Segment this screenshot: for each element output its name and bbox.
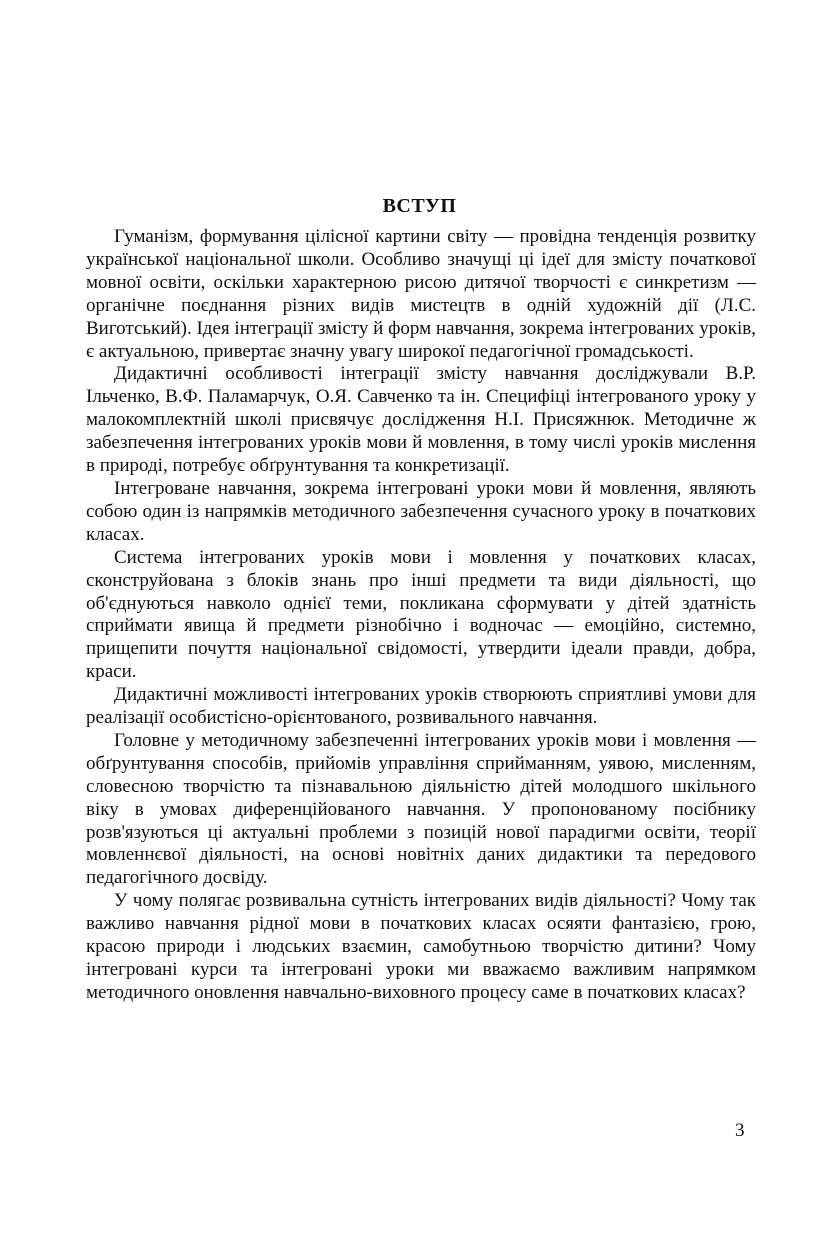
paragraph-6: Головне у методичному забезпеченні інтегрованих уроків мови і мовлення — обґрунтування способів, прийомів управління сприйманням, уявою, мисленням, словесною творчістю та пізнавальною діяльністю дітей молодшого шкільного віку в умовах диференційованого навчання. У пропонованому посібнику розв'язуються ці актуальні проблеми з позицій нової парадигми освіти, теорії мовленнєвої діяльності, на основі новітніх даних дидактики та передового педагогічного досвіду. bbox=[86, 729, 756, 889]
paragraph-4: Система інтегрованих уроків мови і мовлення у початкових класах, сконструйована з блоків знань про інші предмети та види діяльності, що об'єднуються навколо однієї теми, покликана сформувати у дітей здатність сприймати явища й предмети різнобічно і водночас — емоційно, системно, прищепити почуття національної свідомості, утвердити ідеали правди, добра, краси. bbox=[86, 546, 756, 683]
page-number: 3 bbox=[735, 1120, 745, 1141]
paragraph-3: Інтегроване навчання, зокрема інтегровані уроки мови й мовлення, являють собою один із напрямків методичного забезпечення сучасного уроку в початкових класах. bbox=[86, 477, 756, 545]
page-title: ВСТУП bbox=[382, 195, 457, 217]
paragraph-5: Дидактичні можливості інтегрованих уроків створюють сприятливі умови для реалізації особистісно-орієнтованого, розвивального навчання. bbox=[86, 684, 756, 729]
paragraph-2: Дидактичні особливості інтеграції змісту навчання досліджували В.Р. Ільченко, В.Ф. Паламарчук, О.Я. Савченко та ін. Специфіці інтегрованого уроку у малокомплектній школі присвячує дослідження Н.І. Присяжнюк. Методичне ж забезпечення інтегрованих уроків мови й мовлення, в тому числі уроків мислення в природі, потребує обґрунтування та конкретизації. bbox=[86, 363, 756, 477]
body-text bbox=[86, 226, 756, 1005]
paragraph-7: У чому полягає розвивальна сутність інтегрованих видів діяльності? Чому так важливо навчання рідної мови в початкових класах осяяти фантазією, грою, красою природи і людських взаємин, самобутньою творчістю дитини? Чому інтегровані курси та інтегровані уроки ми вважаємо важливим напрямком методичного оновлення навчально-виховного процесу саме в початкових класах? bbox=[86, 890, 756, 1003]
paragraph-1: Гуманізм, формування цілісної картини світу — провідна тенденція розвитку української національної школи. Особливо значущі ці ідеї для змісту початкової мовної освіти, оскільки характерною рисою дитячої творчості є синкретизм — органічне поєднання різних видів мистецтв в одній художній дії (Л.С. Виготський). Ідея інтеграції змісту й форм навчання, зокрема інтегрованих уроків, є актуальною, привертає значну увагу широкої педагогічної громадськості. bbox=[86, 226, 756, 362]
